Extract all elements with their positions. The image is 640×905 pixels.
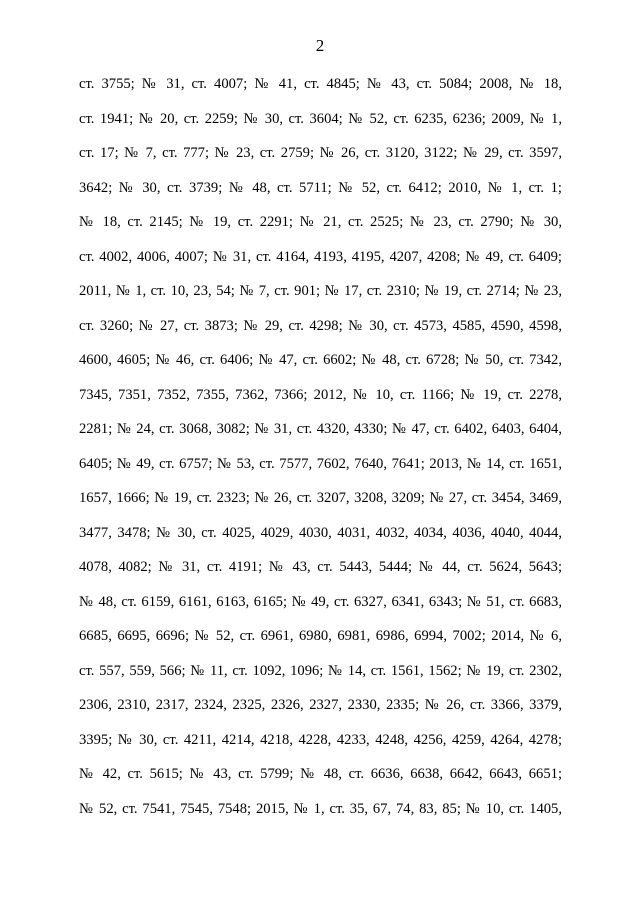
text-line: 3642; № 30, ст. 3739; № 48, ст. 5711; № 52, ст. 6412; 2010, № 1, ст. 1;	[79, 179, 562, 196]
text-line: 7345, 7351, 7352, 7355, 7362, 7366; 2012, № 10, ст. 1166; № 19, ст. 2278,	[79, 386, 562, 403]
text-line: 2306, 2310, 2317, 2324, 2325, 2326, 2327, 2330, 2335; № 26, ст. 3366, 3379,	[79, 697, 562, 713]
body-text	[79, 67, 562, 826]
text-line: ст. 3755; № 31, ст. 4007; № 41, ст. 4845; № 43, ст. 5084; 2008, № 18,	[79, 76, 562, 92]
text-line: 4078, 4082; № 31, ст. 4191; № 43, ст. 5443, 5444; № 44, ст. 5624, 5643;	[79, 559, 562, 575]
text-line: № 18, ст. 2145; № 19, ст. 2291; № 21, ст. 2525; № 23, ст. 2790; № 30,	[79, 214, 562, 230]
page-number: 2	[315, 36, 325, 55]
text-line: 3395; № 30, ст. 4211, 4214, 4218, 4228, 4233, 4248, 4256, 4259, 4264, 4278;	[79, 731, 562, 748]
text-line: ст. 4002, 4006, 4007; № 31, ст. 4164, 4193, 4195, 4207, 4208; № 49, ст. 6409;	[79, 248, 562, 265]
text-line: № 52, ст. 7541, 7545, 7548; 2015, № 1, ст. 35, 67, 74, 83, 85; № 10, ст. 1405,	[79, 800, 562, 817]
text-line: 2281; № 24, ст. 3068, 3082; № 31, ст. 4320, 4330; № 47, ст. 6402, 6403, 6404,	[79, 421, 562, 437]
text-line: 2011, № 1, ст. 10, 23, 54; № 7, ст. 901; № 17, ст. 2310; № 19, ст. 2714; № 23,	[79, 283, 562, 299]
text-line: № 42, ст. 5615; № 43, ст. 5799; № 48, ст. 6636, 6638, 6642, 6643, 6651;	[79, 766, 562, 782]
text-line: 4600, 4605; № 46, ст. 6406; № 47, ст. 6602; № 48, ст. 6728; № 50, ст. 7342,	[79, 352, 562, 368]
text-line: ст. 1941; № 20, ст. 2259; № 30, ст. 3604; № 52, ст. 6235, 6236; 2009, № 1,	[79, 110, 562, 127]
text-line: ст. 557, 559, 566; № 11, ст. 1092, 1096; № 14, ст. 1561, 1562; № 19, ст. 2302,	[79, 662, 562, 679]
text-line: 6685, 6695, 6696; № 52, ст. 6961, 6980, 6981, 6986, 6994, 7002; 2014, № 6,	[79, 628, 562, 644]
text-line: 3477, 3478; № 30, ст. 4025, 4029, 4030, 4031, 4032, 4034, 4036, 4040, 4044,	[79, 524, 562, 541]
text-line: ст. 3260; № 27, ст. 3873; № 29, ст. 4298; № 30, ст. 4573, 4585, 4590, 4598,	[79, 317, 562, 334]
text-line: 1657, 1666; № 19, ст. 2323; № 26, ст. 3207, 3208, 3209; № 27, ст. 3454, 3469,	[79, 490, 562, 506]
text-line: ст. 17; № 7, ст. 777; № 23, ст. 2759; № 26, ст. 3120, 3122; № 29, ст. 3597,	[79, 145, 562, 161]
text-line: № 48, ст. 6159, 6161, 6163, 6165; № 49, ст. 6327, 6341, 6343; № 51, ст. 6683,	[79, 593, 562, 610]
text-line: 6405; № 49, ст. 6757; № 53, ст. 7577, 7602, 7640, 7641; 2013, № 14, ст. 1651,	[79, 455, 562, 472]
